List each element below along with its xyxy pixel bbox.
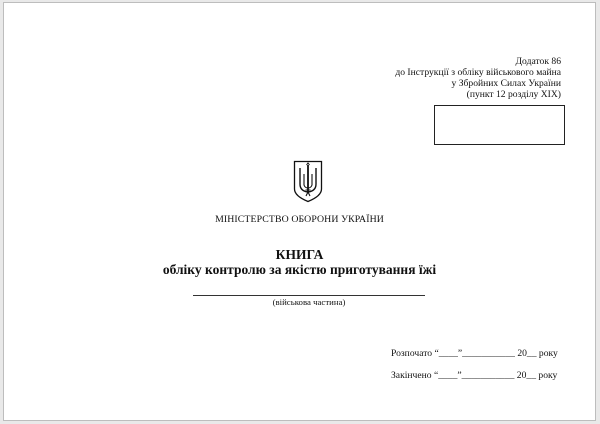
appendix-line: у Збройних Силах України (451, 78, 561, 89)
started-date-line: Розпочато “____”___________ 20__ року (391, 348, 558, 359)
appendix-line: до Інструкції з обліку військового майна (395, 67, 561, 78)
coat-of-arms-icon (293, 160, 323, 203)
book-title-block (4, 247, 595, 277)
ministry-name: МІНІСТЕРСТВО ОБОРОНИ УКРАЇНИ (215, 214, 384, 225)
registration-box (434, 105, 565, 145)
book-subtitle: обліку контролю за якістю приготування їжі (162, 262, 437, 277)
appendix-line: Додаток 86 (515, 56, 561, 67)
document-page (3, 2, 596, 421)
appendix-reference (321, 56, 561, 100)
ended-date-line: Закінчено “____”___________ 20__ року (391, 370, 558, 381)
military-unit-caption: (військова частина) (272, 297, 346, 307)
military-unit-field-line (193, 295, 425, 296)
book-title: КНИГА (275, 247, 324, 262)
appendix-line: (пункт 12 розділу XIX) (466, 89, 561, 100)
